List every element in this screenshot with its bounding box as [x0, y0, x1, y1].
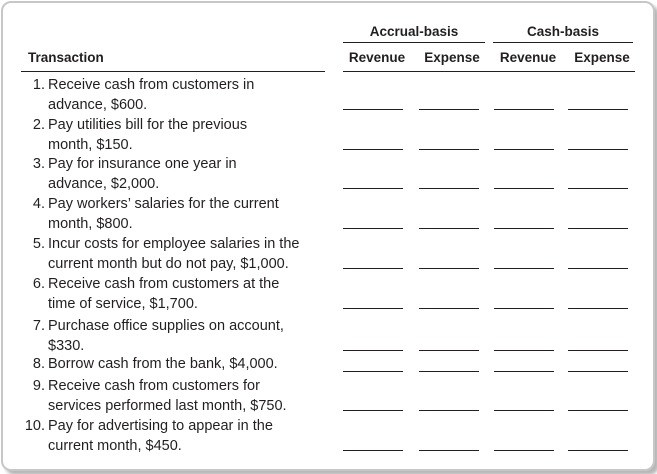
- transaction-text-line2: month, $800.: [48, 216, 133, 232]
- cash-basis-header: Cash-basis: [493, 24, 633, 43]
- cash-revenue-header: Revenue: [499, 50, 557, 65]
- transaction-number: 8.: [32, 356, 45, 372]
- transaction-text-line1: Purchase office supplies on account,: [48, 318, 284, 334]
- accrual-revenue-blank[interactable]: [343, 371, 403, 372]
- transaction-number: 10.: [24, 418, 45, 434]
- transaction-row: [21, 75, 651, 115]
- transaction-text-line2: services performed last month, $750.: [48, 398, 287, 414]
- transaction-row: [21, 115, 651, 155]
- transaction-row: [21, 274, 651, 314]
- accrual-revenue-blank[interactable]: [343, 308, 403, 309]
- accrual-expense-blank[interactable]: [419, 268, 479, 269]
- transaction-text-line1: Receive cash from customers in: [48, 77, 255, 93]
- transaction-text-line1: Pay for advertising to appear in the: [48, 418, 273, 434]
- accrual-expense-blank[interactable]: [419, 410, 479, 411]
- transaction-row: [21, 154, 651, 194]
- accrual-revenue-blank[interactable]: [343, 188, 403, 189]
- transaction-text-line1: Pay for insurance one year in: [48, 156, 237, 172]
- cash-revenue-blank[interactable]: [494, 149, 554, 150]
- transaction-text-line2: month, $150.: [48, 137, 133, 153]
- accrual-revenue-blank[interactable]: [343, 350, 403, 351]
- accrual-revenue-blank[interactable]: [343, 109, 403, 110]
- transaction-row: [21, 234, 651, 274]
- cash-expense-blank[interactable]: [568, 450, 628, 451]
- accrual-revenue-blank[interactable]: [343, 228, 403, 229]
- accrual-expense-blank[interactable]: [419, 228, 479, 229]
- cash-expense-blank[interactable]: [568, 149, 628, 150]
- transaction-row: [21, 376, 651, 416]
- cash-expense-blank[interactable]: [568, 350, 628, 351]
- transaction-number: 5.: [32, 236, 45, 252]
- cash-revenue-blank[interactable]: [494, 268, 554, 269]
- accrual-expense-header: Expense: [424, 50, 480, 65]
- transaction-text-line1: Incur costs for employee salaries in the: [48, 236, 300, 252]
- accrual-expense-blank[interactable]: [419, 188, 479, 189]
- accrual-expense-blank[interactable]: [419, 450, 479, 451]
- cash-expense-blank[interactable]: [568, 410, 628, 411]
- cash-expense-blank[interactable]: [568, 308, 628, 309]
- transaction-table-card: [1, 1, 655, 471]
- accrual-revenue-blank[interactable]: [343, 410, 403, 411]
- accrual-revenue-blank[interactable]: [343, 450, 403, 451]
- transaction-row: [21, 354, 651, 374]
- cash-expense-blank[interactable]: [568, 371, 628, 372]
- transaction-text-line1: Borrow cash from the bank, $4,000.: [48, 356, 278, 372]
- transaction-number: 7.: [32, 318, 45, 334]
- transaction-header-rule: [21, 71, 325, 72]
- accrual-expense-blank[interactable]: [419, 308, 479, 309]
- cash-revenue-blank[interactable]: [494, 450, 554, 451]
- transaction-text-line1: Pay workers’ salaries for the current: [48, 196, 279, 212]
- transaction-column-header: Transaction: [28, 50, 104, 65]
- transaction-row: [21, 316, 651, 356]
- transaction-text-line1: Receive cash from customers for: [48, 378, 260, 394]
- cash-expense-blank[interactable]: [568, 228, 628, 229]
- accrual-expense-blank[interactable]: [419, 371, 479, 372]
- cash-expense-blank[interactable]: [568, 188, 628, 189]
- accrual-expense-blank[interactable]: [419, 149, 479, 150]
- cash-revenue-blank[interactable]: [494, 188, 554, 189]
- transaction-number: 3.: [32, 156, 45, 172]
- transaction-text-line2: current month, $450.: [48, 438, 182, 454]
- cash-expense-blank[interactable]: [568, 109, 628, 110]
- accrual-revenue-blank[interactable]: [343, 268, 403, 269]
- accrual-expense-blank[interactable]: [419, 350, 479, 351]
- transaction-number: 9.: [32, 378, 45, 394]
- transaction-number: 2.: [32, 117, 45, 133]
- transaction-number: 4.: [32, 196, 45, 212]
- transaction-text-line2: time of service, $1,700.: [48, 296, 198, 312]
- amount-header-rule: [343, 71, 635, 72]
- transaction-text-line2: $330.: [48, 338, 85, 354]
- cash-revenue-blank[interactable]: [494, 371, 554, 372]
- accrual-revenue-header: Revenue: [348, 50, 406, 65]
- cash-revenue-blank[interactable]: [494, 410, 554, 411]
- cash-revenue-blank[interactable]: [494, 109, 554, 110]
- accrual-expense-blank[interactable]: [419, 109, 479, 110]
- transaction-text-line2: advance, $600.: [48, 97, 148, 113]
- accrual-basis-header: Accrual-basis: [343, 24, 485, 43]
- transaction-text-line1: Receive cash from customers at the: [48, 276, 280, 292]
- transaction-number: 6.: [32, 276, 45, 292]
- cash-revenue-blank[interactable]: [494, 350, 554, 351]
- cash-revenue-blank[interactable]: [494, 228, 554, 229]
- transaction-text-line2: advance, $2,000.: [48, 176, 160, 192]
- cash-expense-blank[interactable]: [568, 268, 628, 269]
- cash-revenue-blank[interactable]: [494, 308, 554, 309]
- cash-expense-header: Expense: [574, 50, 630, 65]
- accrual-revenue-blank[interactable]: [343, 149, 403, 150]
- transaction-row: [21, 416, 651, 456]
- transaction-text-line2: current month but do not pay, $1,000.: [48, 256, 289, 272]
- transaction-row: [21, 194, 651, 234]
- transaction-number: 1.: [32, 77, 45, 93]
- transaction-text-line1: Pay utilities bill for the previous: [48, 117, 248, 133]
